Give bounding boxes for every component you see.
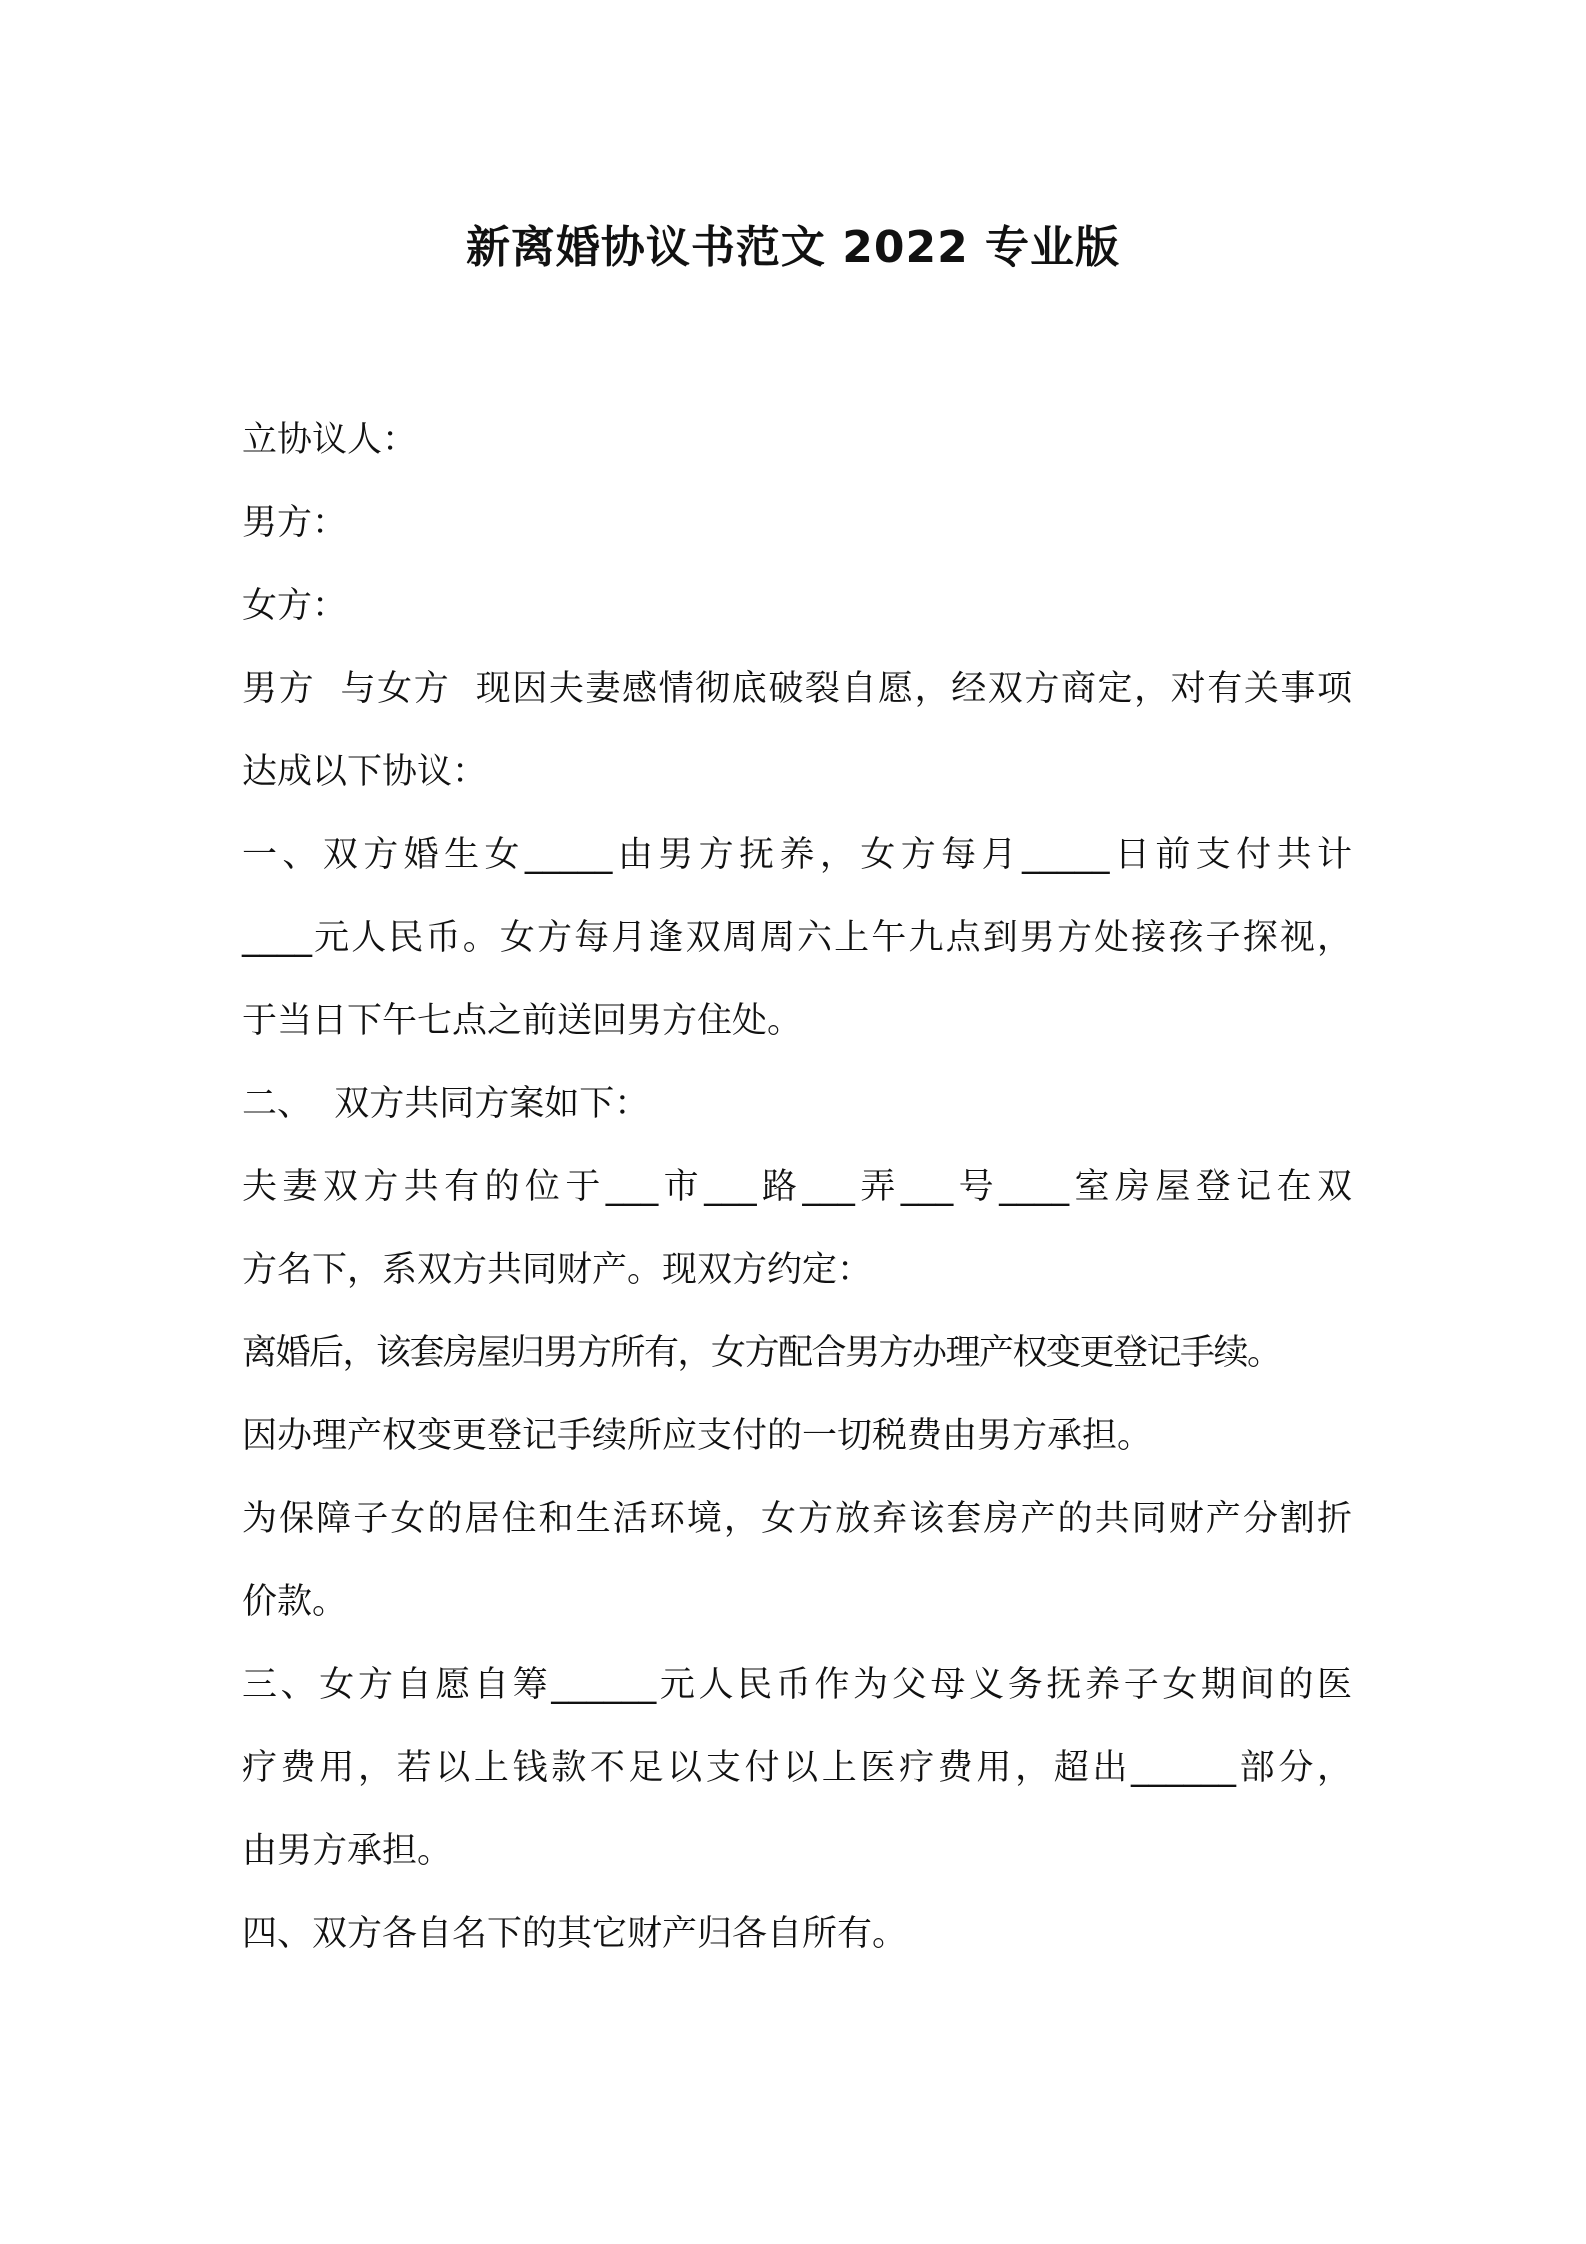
clause-4-line-1: 四、双方各自名下的其它财产归各自所有。	[242, 1914, 908, 1954]
clause-2-line-1: 夫妻双方共有的位于___市___路___弄___号____室房屋登记在双	[242, 1167, 1352, 1207]
preamble-line-2: 达成以下协议：	[242, 752, 488, 792]
clause-3-line-1: 三、女方自愿自筹______元人民币作为父母义务抚养子女期间的医	[242, 1665, 1352, 1705]
document-body	[242, 399, 1362, 1976]
clause-1-line-2: ____元人民币。女方每月逢双周周六上午九点到男方处接孩子探视，	[242, 918, 1352, 958]
clause-2-line-4: 因办理产权变更登记手续所应支付的一切税费由男方承担。	[242, 1416, 1153, 1456]
clause-3-line-2: 疗费用，若以上钱款不足以支付以上医疗费用，超出______部分，	[242, 1748, 1352, 1788]
clause-1-line-1: 一、双方婚生女_____由男方抚养，女方每月_____日前支付共计	[242, 835, 1352, 875]
clause-1-line-3: 于当日下午七点之前送回男方住处。	[242, 1001, 803, 1041]
preamble-line-1: 男方 与女方 现因夫妻感情彻底破裂自愿，经双方商定，对有关事项	[242, 669, 1352, 709]
clause-2-line-5: 为保障子女的居住和生活环境，女方放弃该套房产的共同财产分割折	[242, 1499, 1352, 1539]
clause-2-line-3: 离婚后，该套房屋归男方所有，女方配合男方办理产权变更登记手续。	[242, 1333, 1281, 1373]
party-heading: 立协议人：	[242, 420, 418, 460]
clause-2-line-2: 方名下，系双方共同财产。现双方约定：	[242, 1250, 873, 1290]
clause-2-heading: 二、 双方共同方案如下：	[242, 1084, 650, 1124]
clause-3-line-3: 由男方承担。	[242, 1831, 453, 1871]
party-female: 女方：	[242, 586, 348, 626]
clause-2-line-6: 价款。	[242, 1582, 348, 1622]
party-male: 男方：	[242, 503, 348, 543]
document-title: 新离婚协议书范文 2022 专业版	[465, 222, 1121, 273]
